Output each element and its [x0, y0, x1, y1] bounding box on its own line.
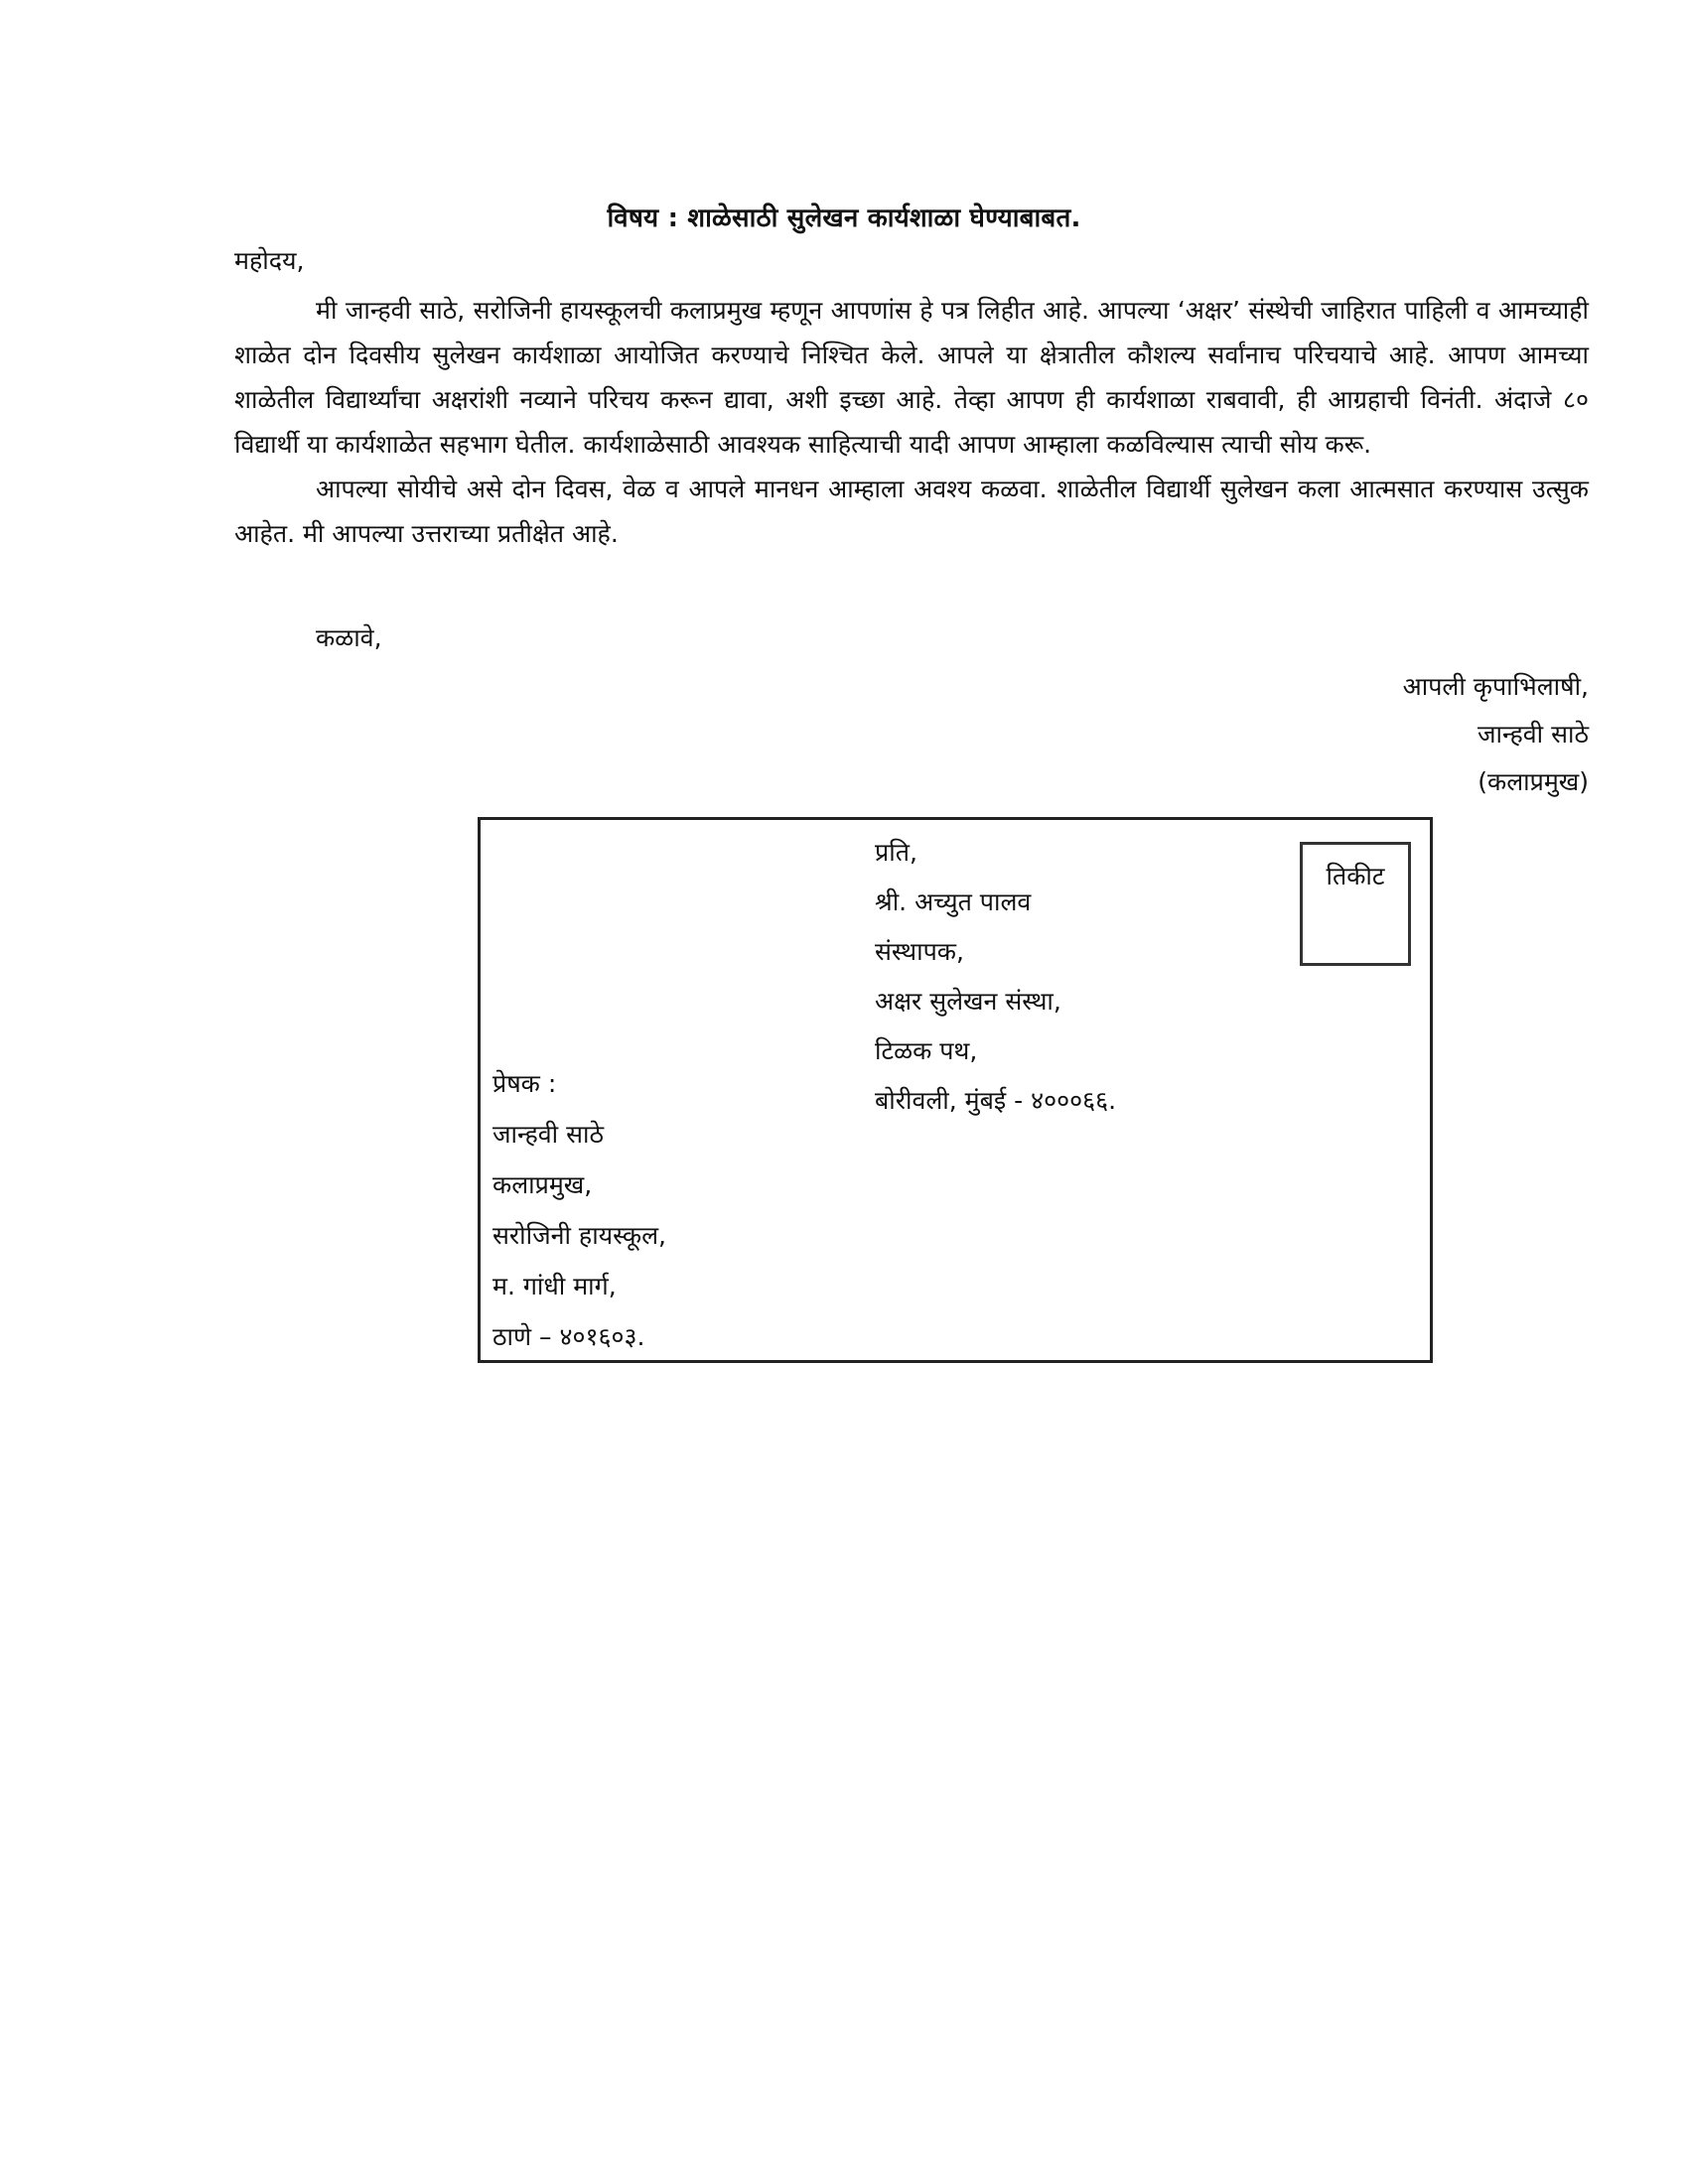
stamp-box — [1300, 842, 1411, 966]
sender-designation: कलाप्रमुख, — [492, 1170, 593, 1199]
sender-street: म. गांधी मार्ग, — [492, 1272, 617, 1300]
body-paragraph-2: आपल्या सोयीचे असे दोन दिवस, वेळ व आपले मानधन आम्हाला अवश्य कळवा. शाळेतील विद्यार्थी सुलेखन कला आत्मसात करण्यास उत्सुक आहेत. मी आपल्या उत्तराच्या प्रतीक्षेत आहे. — [234, 475, 1589, 548]
recipient-organization: अक्षर सुलेखन संस्था, — [875, 987, 1061, 1016]
recipient-designation: संस्थापक, — [875, 937, 964, 966]
recipient-street: टिळक पथ, — [875, 1036, 978, 1065]
sender-name: जान्हवी साठे — [492, 1120, 604, 1149]
sender-label: प्रेषक : — [492, 1069, 557, 1098]
recipient-city: बोरीवली, मुंबई - ४०००६६. — [875, 1086, 1117, 1115]
body-paragraph-1: मी जान्हवी साठे, सरोजिनी हायस्कूलची कलाप्रमुख म्हणून आपणांस हे पत्र लिहीत आहे. आपल्या ‘अक्षर’ संस्थेची जाहिरात पाहिली व आमच्याही शाळेत दोन दिवसीय सुलेखन कार्यशाळा आयोजित करण्याचे निश्चित केले. आपले या क्षेत्रातील कौशल्य सर्वांनाच परिचयाचे आहे. आपण आमच्या शाळेतील विद्यार्थ्यांचा अक्षरांशी नव्याने परिचय करून द्यावा, अशी इच्छा आहे. तेव्हा आपण ही कार्यशाळा राबवावी, ही आग्रहाची विनंती. अंदाजे ८० विद्यार्थी या कार्यशाळेत सहभाग घेतील. कार्यशाळेसाठी आवश्यक साहित्याची यादी आपण आम्हाला कळविल्यास त्याची सोय करू. — [234, 296, 1589, 459]
sender-address — [492, 1058, 666, 1362]
letter-body — [234, 288, 1589, 556]
signature-line: आपली कृपाभिलाषी, — [1402, 672, 1589, 701]
stamp-label: तिकीट — [1326, 862, 1385, 890]
envelope — [478, 817, 1433, 1363]
recipient-to: प्रति, — [875, 838, 917, 867]
closing: कळावे, — [316, 623, 382, 652]
recipient-name: श्री. अच्युत पालव — [875, 887, 1032, 916]
letter-subject: विषय : शाळेसाठी सुलेखन कार्यशाळा घेण्याबाबत. — [607, 204, 1081, 233]
signature-designation: (कलाप्रमुख) — [1477, 767, 1589, 796]
sender-school: सरोजिनी हायस्कूल, — [492, 1221, 666, 1250]
recipient-address — [875, 828, 1116, 1126]
signature-name: जान्हवी साठे — [1477, 720, 1589, 749]
salutation: महोदय, — [234, 246, 305, 275]
sender-city: ठाणे – ४०१६०३. — [492, 1322, 645, 1351]
signature-block — [1403, 663, 1589, 806]
